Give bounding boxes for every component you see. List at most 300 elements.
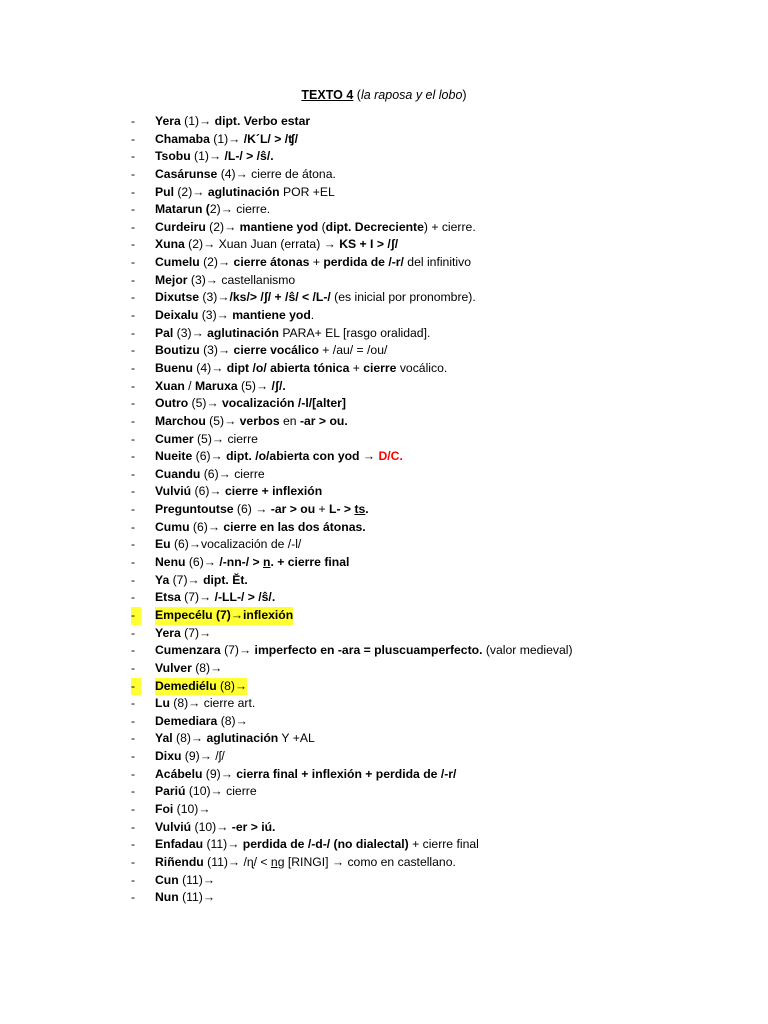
text-run: Marchou <box>155 413 206 428</box>
list-item-text <box>155 413 348 431</box>
text-run: cierre <box>224 431 258 446</box>
text-run: → perdida de /-d-/ (no dialectal) <box>227 837 409 852</box>
list-bullet: - <box>131 590 136 605</box>
text-run: → /-nn-/ > <box>203 555 263 570</box>
list-item-text <box>155 166 336 184</box>
list-item-text <box>155 572 248 590</box>
text-run: ng <box>270 854 285 869</box>
text-run: → -er > iú. <box>216 819 276 834</box>
list-bullet: - <box>131 413 136 428</box>
list-item-text <box>155 625 211 643</box>
text-run: cierre <box>222 784 257 799</box>
list-item <box>0 219 768 237</box>
text-run: → <box>234 678 248 693</box>
text-run: → aglutinación <box>192 184 280 199</box>
text-run: Cumenzara <box>155 643 221 658</box>
list-bullet: - <box>131 537 136 552</box>
list-item <box>0 766 768 784</box>
text-run: Lu <box>155 696 170 711</box>
text-run: Deixalu <box>155 308 199 323</box>
text-run: Mejor <box>155 272 188 287</box>
list-item <box>0 748 768 766</box>
list-item-text <box>155 554 349 572</box>
list-item-text <box>155 713 248 731</box>
text-run: cierre art. <box>200 696 256 711</box>
list-item <box>0 854 768 872</box>
list-item <box>0 695 768 713</box>
list-item <box>0 413 768 431</box>
list-item-text <box>155 536 301 554</box>
text-run: → <box>199 749 212 764</box>
list-item-text <box>155 289 476 307</box>
list-bullet: - <box>131 872 136 887</box>
list-item <box>0 236 768 254</box>
text-run: Yera <box>155 625 181 640</box>
list-item <box>0 201 768 219</box>
list-item-text <box>155 766 456 784</box>
text-run: → <box>198 801 211 816</box>
text-run: . <box>310 308 315 323</box>
list-item <box>0 607 768 625</box>
list-item-text <box>155 342 387 360</box>
text-run: perdida de /-r/ <box>323 255 404 270</box>
text-run: → dipt. Verbo estar <box>199 114 311 128</box>
text-run: POR +EL <box>279 184 335 199</box>
text-run: (3) <box>173 325 192 340</box>
text-run: + <box>349 360 364 375</box>
text-run: Riñendu <box>155 854 204 869</box>
list-item-text <box>155 519 366 537</box>
text-run: → /ʃ/. <box>255 378 286 393</box>
list-item <box>0 466 768 484</box>
text-run: → dipt. Ĕt. <box>187 572 248 587</box>
text-run: Vulviú <box>155 819 192 834</box>
text-run: (8) <box>217 713 236 728</box>
text-run: Xuan <box>155 378 185 393</box>
list-bullet: - <box>131 308 136 323</box>
text-run: (5) <box>188 396 207 411</box>
text-run: Outro <box>155 396 189 411</box>
text-run: → <box>188 696 201 711</box>
text-run: →/ks/> /ʃ/ + /ŝ/ < /L-/ <box>217 290 331 305</box>
text-run: Vulviú <box>155 484 192 499</box>
text-run: → <box>211 431 225 446</box>
list-item <box>0 536 768 554</box>
list-item <box>0 625 768 643</box>
text-run: (5) <box>193 431 212 446</box>
text-run: Curdeiru <box>155 219 206 234</box>
text-run: (7) <box>169 572 188 587</box>
text-run: (3) <box>187 272 206 287</box>
text-run: (7) <box>180 590 200 605</box>
text-run: → /-LL-/ > /ŝ/. <box>199 590 276 605</box>
text-run: → <box>235 166 248 181</box>
list-item <box>0 113 768 131</box>
text-run: → <box>220 202 233 217</box>
text-run: cierre. <box>232 202 271 217</box>
text-run: (1) <box>209 131 229 146</box>
list-item-text <box>155 836 479 854</box>
text-run: → <box>227 854 241 869</box>
text-run: → <box>255 502 268 517</box>
text-run: (4) <box>192 360 212 375</box>
list-bullet: - <box>131 625 136 640</box>
list-bullet: - <box>131 237 136 252</box>
text-run: → cierra final + inflexión + perdida de /-r/ <box>220 766 457 781</box>
list-item-text <box>155 872 215 890</box>
list-item-text <box>155 642 573 660</box>
text-run: Dixu <box>155 749 182 764</box>
text-run: → KS + I > /ʃ/ <box>323 237 399 252</box>
text-run: -ar > ou. <box>299 413 348 428</box>
text-run: vocalización de /-l/ <box>201 537 302 552</box>
text-run: → imperfecto en -ara = pluscuamperfecto. <box>238 643 483 658</box>
text-run: Empecélu (7)→inflexión <box>155 607 294 622</box>
list-bullet: - <box>131 325 136 340</box>
list-bullet: - <box>131 696 136 711</box>
list-item-text <box>155 219 476 237</box>
text-run: Maruxa <box>194 378 238 393</box>
text-run: L- > <box>329 502 355 517</box>
list-item <box>0 184 768 202</box>
text-run: Ya <box>155 572 170 587</box>
list-bullet: - <box>131 502 136 517</box>
text-run: Yera <box>155 114 181 128</box>
text-run: (1) <box>180 114 200 128</box>
list-item-text <box>155 272 295 290</box>
list-item-text <box>155 307 314 325</box>
list-item-text <box>155 113 310 131</box>
text-run: (8) <box>191 660 211 675</box>
text-run: ( <box>318 219 326 234</box>
title-close: ) <box>462 88 467 102</box>
title-main: TEXTO 4 <box>301 88 354 102</box>
annotation-list <box>0 113 768 907</box>
text-run: Xuna <box>155 237 185 252</box>
text-run: ts <box>354 502 366 517</box>
text-run: + /au/ = /ou/ <box>318 343 388 358</box>
list-bullet: - <box>131 360 136 375</box>
list-bullet: - <box>131 766 136 781</box>
list-item-text <box>155 360 447 378</box>
list-bullet: - <box>131 660 136 675</box>
text-run: Etsa <box>155 590 181 605</box>
text-run: Demediélu <box>155 678 217 693</box>
list-bullet: - <box>131 731 136 746</box>
text-run: (7) <box>220 643 239 658</box>
text-run: castellanismo <box>217 272 296 287</box>
list-item-text <box>155 854 456 872</box>
list-item <box>0 254 768 272</box>
text-run: Preguntoutse <box>155 502 234 517</box>
list-item <box>0 483 768 501</box>
text-run: → aglutinación <box>191 325 279 340</box>
text-run: (6) <box>170 537 189 552</box>
text-run: 2) <box>209 202 221 217</box>
text-run: /ɳ/ < <box>240 854 271 869</box>
list-item <box>0 713 768 731</box>
list-item <box>0 166 768 184</box>
list-bullet: - <box>131 219 136 234</box>
text-run: como en castellano. <box>344 854 456 869</box>
text-run: → cierre + inflexión <box>209 484 323 499</box>
list-item-text <box>155 325 430 343</box>
list-item-text <box>155 236 398 254</box>
list-bullet: - <box>131 854 136 869</box>
text-run: (3) <box>199 343 218 358</box>
text-run: D/C. <box>378 449 403 464</box>
list-bullet: - <box>131 572 136 587</box>
text-run: → cierre átonas <box>217 255 310 270</box>
text-run: (6) <box>200 466 219 481</box>
list-bullet: - <box>131 255 136 270</box>
text-run: n <box>263 555 271 570</box>
list-item <box>0 307 768 325</box>
list-item <box>0 572 768 590</box>
list-bullet: - <box>131 678 141 696</box>
text-run: vocálico. <box>396 360 448 375</box>
text-run: Cuandu <box>155 466 201 481</box>
list-item <box>0 342 768 360</box>
text-run: (9) <box>202 766 221 781</box>
text-run: → <box>210 784 223 799</box>
list-item <box>0 678 768 696</box>
list-bullet: - <box>131 519 136 534</box>
text-run: (3) <box>198 308 217 323</box>
text-run: Foi <box>155 801 174 816</box>
list-bullet: - <box>131 819 136 834</box>
text-run: → cierre vocálico <box>217 343 319 358</box>
list-item <box>0 519 768 537</box>
text-run: → /L-/ > /ŝ/. <box>208 149 274 164</box>
text-run: Casárunse <box>155 166 218 181</box>
list-item <box>0 889 768 907</box>
list-item <box>0 501 768 519</box>
list-item-text <box>155 678 247 696</box>
text-run: . + cierre final <box>270 555 350 570</box>
text-run: (8) <box>169 696 189 711</box>
list-item-text <box>155 695 255 713</box>
title-open: ( <box>353 88 361 102</box>
list-item-text <box>155 184 335 202</box>
text-run: cierre <box>230 466 265 481</box>
list-item <box>0 131 768 149</box>
list-item-text <box>155 483 322 501</box>
list-item-text <box>155 730 315 748</box>
list-item-text <box>155 201 270 219</box>
list-item-text <box>155 589 275 607</box>
text-run: (8) <box>216 678 235 693</box>
list-item <box>0 801 768 819</box>
text-run: (10) <box>173 801 199 816</box>
list-item <box>0 819 768 837</box>
text-run: Eu <box>155 537 171 552</box>
text-run: → dipt. /o/abierta con yod → <box>210 449 379 464</box>
text-run: + cierre final <box>408 837 479 852</box>
text-run: Enfadau <box>155 837 204 852</box>
text-run: Pul <box>155 184 174 199</box>
text-run: → cierre en las dos átonas. <box>207 519 366 534</box>
text-run: (3) <box>199 290 218 305</box>
list-item-text <box>155 783 257 801</box>
title-italic: la raposa y el lobo <box>360 88 463 102</box>
list-item <box>0 360 768 378</box>
list-item-text <box>155 660 222 678</box>
list-item-text <box>155 889 215 907</box>
text-run: Cumu <box>155 519 190 534</box>
text-run: → <box>202 890 216 905</box>
text-run: del infinitivo <box>403 255 471 270</box>
text-run: (10) <box>191 819 217 834</box>
text-run: cierre de átona. <box>247 166 336 181</box>
text-run: Chamaba <box>155 131 210 146</box>
text-run: Vulver <box>155 660 192 675</box>
list-bullet: - <box>131 713 136 728</box>
text-run: → <box>199 625 212 640</box>
text-run: Cumer <box>155 431 194 446</box>
text-run: -ar > ou <box>270 502 316 517</box>
list-bullet: - <box>131 555 136 570</box>
text-run: (es inicial por pronombre). <box>330 290 476 305</box>
text-run: (5) <box>237 378 256 393</box>
text-run: (2) <box>173 184 193 199</box>
list-item-text <box>155 148 274 166</box>
list-item <box>0 589 768 607</box>
text-run: . <box>365 502 369 517</box>
text-run: (6) <box>185 555 204 570</box>
text-run: → <box>203 237 216 252</box>
text-run: Y +AL <box>278 731 315 746</box>
list-item <box>0 448 768 466</box>
text-run: Acábelu <box>155 766 203 781</box>
text-run: ) + cierre. <box>423 219 476 234</box>
list-item-text <box>155 131 298 149</box>
list-bullet: - <box>131 431 136 446</box>
text-run: (6) <box>233 502 256 517</box>
text-run: Buenu <box>155 360 193 375</box>
text-run: Xuan Juan (errata) <box>215 237 324 252</box>
list-bullet: - <box>131 837 136 852</box>
text-run: → aglutinación <box>190 731 279 746</box>
text-run: Boutizu <box>155 343 200 358</box>
list-bullet: - <box>131 784 136 799</box>
list-bullet: - <box>131 166 136 181</box>
text-run: Cun <box>155 872 179 887</box>
text-run: → mantiene yod <box>224 219 319 234</box>
text-run: (11) <box>178 872 203 887</box>
text-run: (2) <box>205 219 225 234</box>
text-run: (8) <box>172 731 191 746</box>
list-item <box>0 642 768 660</box>
text-run: → <box>331 854 345 869</box>
text-run: cierre <box>363 360 397 375</box>
document-title <box>0 87 768 103</box>
list-bullet: - <box>131 396 136 411</box>
list-bullet: - <box>131 343 136 358</box>
text-run: → <box>205 272 218 287</box>
list-bullet: - <box>131 114 136 128</box>
text-run: → <box>218 466 231 481</box>
list-bullet: - <box>131 749 136 764</box>
list-item <box>0 554 768 572</box>
text-run: Yal <box>155 731 173 746</box>
list-bullet: - <box>131 184 136 199</box>
text-run: /ʃ/ <box>211 749 225 764</box>
text-run: (6) <box>189 519 208 534</box>
list-item-text <box>155 395 346 413</box>
text-run: (11) <box>178 890 203 905</box>
text-run: → /K´L/ > /ʧ/ <box>228 131 298 146</box>
text-run: → mantiene yod <box>216 308 311 323</box>
text-run: [RINGI] <box>284 854 332 869</box>
text-run: → vocalización /-l/[alter] <box>206 396 346 411</box>
text-run: Demediara <box>155 713 218 728</box>
list-item <box>0 395 768 413</box>
text-run: Pariú <box>155 784 186 799</box>
list-bullet: - <box>131 378 136 393</box>
list-item-text <box>155 748 225 766</box>
list-item-text <box>155 819 275 837</box>
text-run: (2) <box>199 255 218 270</box>
text-run: Nenu <box>155 555 186 570</box>
text-run: (4) <box>217 166 236 181</box>
list-item <box>0 431 768 449</box>
list-item-text <box>155 431 258 449</box>
list-bullet: - <box>131 272 136 287</box>
text-run: (10) <box>185 784 211 799</box>
text-run: Cumelu <box>155 255 200 270</box>
list-item <box>0 289 768 307</box>
list-bullet: - <box>131 149 136 164</box>
text-run: (6) <box>191 484 210 499</box>
list-item <box>0 325 768 343</box>
text-run: (11) <box>203 837 228 852</box>
list-item <box>0 660 768 678</box>
list-bullet: - <box>131 484 136 499</box>
text-run: + <box>315 502 330 517</box>
list-item-text <box>155 254 471 272</box>
text-run: → dipt /o/ abierta tónica <box>211 360 350 375</box>
list-item-text <box>155 378 286 396</box>
list-item <box>0 730 768 748</box>
text-run: Dixutse <box>155 290 200 305</box>
list-item <box>0 836 768 854</box>
list-bullet: - <box>131 607 141 625</box>
text-run: → <box>188 537 202 552</box>
text-run: Pal <box>155 325 174 340</box>
text-run: (5) <box>205 413 225 428</box>
text-run: en <box>279 413 300 428</box>
text-run: PARA+ EL [rasgo oralidad]. <box>278 325 431 340</box>
text-run: → verbos <box>224 413 280 428</box>
list-bullet: - <box>131 290 136 305</box>
text-run: Nueite <box>155 449 193 464</box>
list-bullet: - <box>131 466 136 481</box>
text-run: → <box>202 872 216 887</box>
list-item-text <box>155 607 293 625</box>
list-item <box>0 378 768 396</box>
text-run: (valor medieval) <box>482 643 573 658</box>
text-run: dipt. Decreciente <box>325 219 424 234</box>
text-run: (1) <box>190 149 209 164</box>
list-item-text <box>155 501 369 519</box>
list-item <box>0 272 768 290</box>
list-bullet: - <box>131 890 136 905</box>
list-bullet: - <box>131 131 136 146</box>
list-bullet: - <box>131 801 136 816</box>
list-item-text <box>155 448 403 466</box>
text-run: (6) <box>192 449 211 464</box>
